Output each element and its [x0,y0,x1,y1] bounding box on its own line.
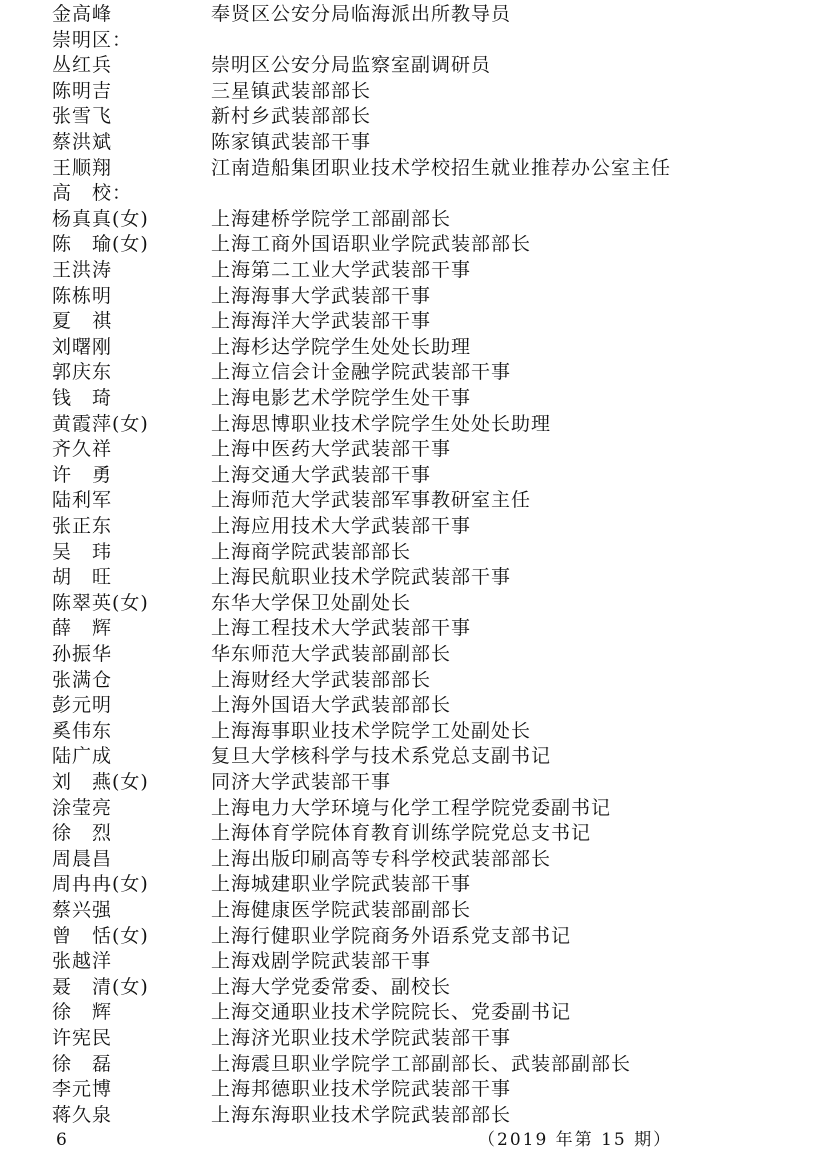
roster-row [0,207,827,232]
person-name: 刘曙刚 [52,335,113,358]
person-name: 张正东 [52,515,113,537]
person-name: 黄霞萍(女) [52,412,149,435]
section-heading: 崇明区： [52,28,133,51]
person-title: 陈家镇武装部干事 [211,131,372,153]
person-name: 陈栋明 [52,284,113,307]
roster-row [0,744,827,769]
person-name: 金高峰 [52,3,113,25]
person-title: 东华大学保卫处副处长 [211,591,412,614]
person-name: 许宪民 [52,1027,113,1049]
roster-row [0,1077,827,1102]
roster-row [0,488,827,513]
person-name: 刘 燕(女) [52,771,149,793]
person-title: 同济大学武装部干事 [211,771,392,793]
roster-row [0,1000,827,1025]
roster-row [0,437,827,462]
person-name: 陈 瑜(女) [52,233,149,256]
person-title: 上海城建职业学院武装部干事 [211,873,472,896]
person-title: 上海工商外国语职业学院武装部部长 [211,233,532,256]
person-name: 涂莹亮 [52,796,113,819]
person-name: 李元博 [52,1078,113,1101]
roster-row [0,872,827,897]
person-name: 徐 烈 [52,822,113,845]
roster-row [0,360,827,385]
person-name: 陆广成 [52,745,113,768]
person-name: 蒋久泉 [52,1103,113,1126]
roster-row [0,693,827,718]
roster-row [0,847,827,872]
person-title: 上海震旦职业学院学工部副部长、武装部副部长 [211,1052,632,1075]
person-title: 上海电影艺术学院学生处干事 [211,387,472,409]
roster-row [0,591,827,616]
person-name: 张雪飞 [52,105,113,128]
person-title: 上海应用技术大学武装部干事 [211,515,472,537]
person-title: 上海财经大学武装部部长 [211,668,432,691]
roster-row [0,309,827,334]
roster-row [0,898,827,923]
roster-row [0,1103,827,1128]
person-title: 上海民航职业技术学院武装部干事 [211,566,512,589]
person-name: 陈翠英(女) [52,591,149,614]
person-name: 徐 辉 [52,1001,113,1024]
person-title: 上海行健职业学院商务外语系党支部书记 [211,924,572,947]
roster-row [0,719,827,744]
person-title: 上海交通职业技术学院院长、党委副书记 [211,1001,572,1024]
person-name: 蔡洪斌 [52,131,113,153]
person-title: 上海电力大学环境与化学工程学院党委副书记 [211,796,612,819]
person-title: 上海第二工业大学武装部干事 [211,259,472,281]
person-name: 孙振华 [52,643,113,665]
person-title: 上海东海职业技术学院武装部部长 [211,1103,512,1126]
person-name: 陆利军 [52,489,113,512]
person-title: 上海海事职业技术学院学工处副处长 [211,719,532,742]
roster-row [0,335,827,360]
roster-row [0,565,827,590]
roster-row [0,463,827,488]
roster-row [0,232,827,257]
person-title: 上海济光职业技术学院武装部干事 [211,1027,512,1049]
person-name: 杨真真(女) [52,207,149,230]
person-name: 张满仓 [52,668,113,691]
roster-row [0,412,827,437]
person-name: 丛红兵 [52,54,113,77]
roster-row [0,924,827,949]
section-heading-row [0,181,827,206]
roster-row [0,514,827,539]
person-title: 上海思博职业技术学院学生处处长助理 [211,412,552,435]
person-name: 彭元明 [52,694,113,717]
person-name: 聂 清(女) [52,975,149,998]
roster-row [0,642,827,667]
person-name: 王顺翔 [52,156,113,179]
page-number: 6 [56,1130,67,1150]
roster-row [0,79,827,104]
roster-row [0,796,827,821]
person-title: 崇明区公安分局监察室副调研员 [211,54,492,77]
person-name: 张越洋 [52,950,113,973]
person-name: 胡 旺 [52,566,113,589]
person-name: 夏 祺 [52,310,113,333]
roster-row [0,1026,827,1051]
person-title: 上海海洋大学武装部干事 [211,310,432,333]
person-name: 周冉冉(女) [52,873,149,896]
person-name: 齐久祥 [52,438,113,461]
person-title: 复旦大学核科学与技术系党总支副书记 [211,745,552,768]
person-title: 三星镇武装部部长 [211,79,372,102]
roster-row [0,540,827,565]
person-name: 曾 恬(女) [52,924,149,947]
person-name: 吴 玮 [52,540,113,563]
person-name: 许 勇 [52,463,113,486]
person-title: 上海戏剧学院武装部干事 [211,950,432,973]
roster-row [0,2,827,27]
person-name: 郭庆东 [52,361,113,384]
roster-row [0,975,827,1000]
person-title: 上海邦德职业技术学院武装部干事 [211,1078,512,1101]
person-title: 上海师范大学武装部军事教研室主任 [211,489,532,512]
roster-row [0,770,827,795]
person-title: 上海工程技术大学武装部干事 [211,617,472,640]
person-title: 上海杉达学院学生处处长助理 [211,335,472,358]
roster-row [0,104,827,129]
person-title: 上海交通大学武装部干事 [211,463,432,486]
roster-row [0,386,827,411]
person-title: 上海体育学院体育教育训练学院党总支书记 [211,822,592,845]
person-name: 徐 磊 [52,1052,113,1075]
roster-row [0,53,827,78]
person-name: 蔡兴强 [52,899,113,921]
section-heading: 高 校： [52,182,133,205]
roster-row [0,821,827,846]
roster-row [0,1052,827,1077]
person-title: 上海海事大学武装部干事 [211,284,432,307]
roster-row [0,258,827,283]
person-name: 周晨昌 [52,847,113,870]
roster-row [0,949,827,974]
person-title: 上海健康医学院武装部副部长 [211,899,472,921]
person-title: 华东师范大学武装部副部长 [211,643,452,665]
person-title: 上海外国语大学武装部部长 [211,694,452,717]
roster-row [0,130,827,155]
person-name: 薛 辉 [52,617,113,640]
person-title: 上海大学党委常委、副校长 [211,975,452,998]
roster-row [0,284,827,309]
person-title: 江南造船集团职业技术学校招生就业推荐办公室主任 [211,156,672,179]
roster-row [0,668,827,693]
roster-row [0,156,827,181]
person-name: 奚伟东 [52,719,113,742]
issue-label: （2019 年第 15 期） [478,1130,673,1150]
person-name: 钱 琦 [52,387,113,409]
person-title: 上海商学院武装部部长 [211,540,412,563]
section-heading-row [0,28,827,53]
person-title: 上海出版印刷高等专科学校武装部部长 [211,847,552,870]
person-title: 新村乡武装部部长 [211,105,372,128]
roster-row [0,616,827,641]
person-title: 上海立信会计金融学院武装部干事 [211,361,512,384]
person-name: 王洪涛 [52,259,113,281]
person-title: 上海中医药大学武装部干事 [211,438,452,461]
person-name: 陈明吉 [52,79,113,102]
person-title: 奉贤区公安分局临海派出所教导员 [211,3,512,25]
person-title: 上海建桥学院学工部副部长 [211,207,452,230]
